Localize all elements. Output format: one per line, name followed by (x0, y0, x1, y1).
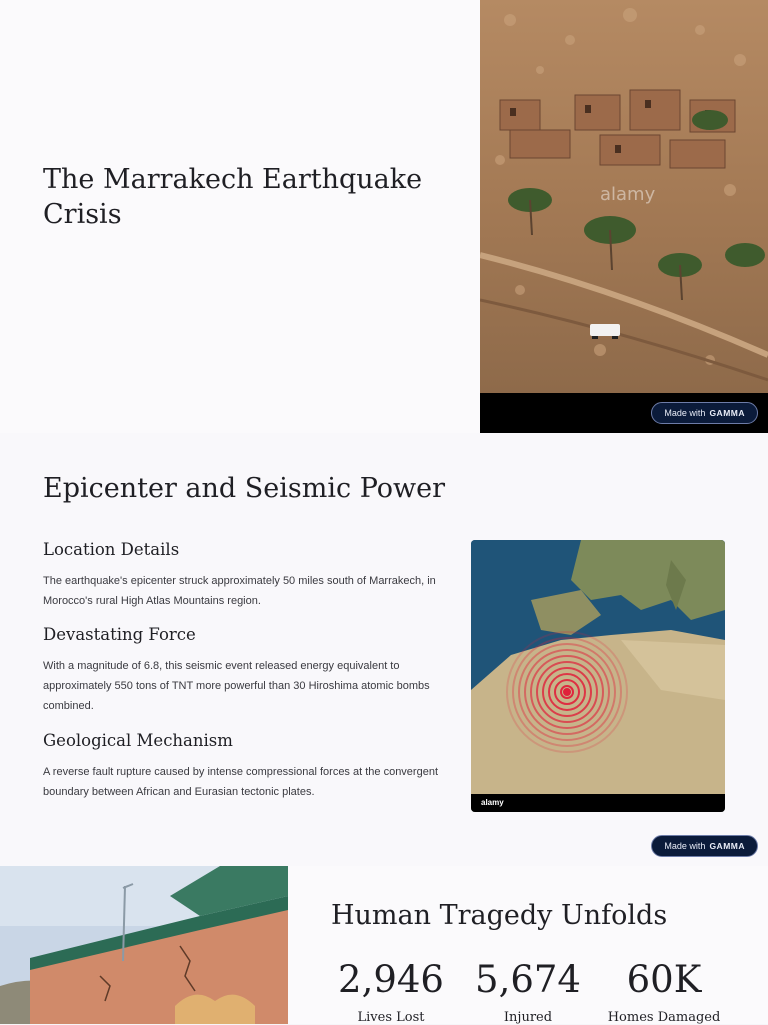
stat-injured (463, 958, 593, 1025)
made-with-gamma-badge[interactable] (651, 402, 758, 424)
location-body: The earthquake's epicenter struck approximately 50 miles south of Marrakech, in Morocco's rural High Atlas Mountains region. (43, 575, 436, 607)
photo-footer-bar (480, 393, 768, 433)
stat-label: Lives Lost (357, 1010, 425, 1025)
map-caption-bar (471, 794, 725, 812)
photo-watermark: alamy (600, 184, 656, 205)
force-body: With a magnitude of 6.8, this seismic event released energy equivalent to approximately 550 tons of TNT more powerful than 30 Hiroshima atomic bombs combined. (43, 660, 430, 712)
epicenter-slide (0, 433, 768, 866)
badge-brand: GAMMA (709, 841, 745, 851)
section-heading: Epicenter and Seismic Power (43, 473, 446, 504)
human-tragedy-slide (0, 866, 768, 1024)
location-title: Location Details (43, 540, 180, 559)
map-watermark: alamy (481, 798, 504, 807)
damaged-building-photo (0, 866, 288, 1024)
presentation-title: The Marrakech Earthquake Crisis (43, 164, 423, 230)
mechanism-section (43, 731, 443, 802)
location-section (43, 540, 443, 611)
badge-prefix: Made with (664, 841, 706, 851)
force-title: Devastating Force (43, 625, 196, 644)
stat-lives-lost (326, 958, 456, 1025)
badge-prefix: Made with (664, 408, 706, 418)
stat-value: 60K (626, 958, 702, 1001)
badge-brand: GAMMA (709, 408, 745, 418)
mechanism-title: Geological Mechanism (43, 731, 233, 750)
stat-value: 2,946 (338, 958, 444, 1001)
force-section (43, 625, 443, 716)
made-with-gamma-badge[interactable] (651, 835, 758, 857)
stat-homes-damaged (599, 958, 729, 1025)
stat-value: 5,674 (475, 958, 581, 1001)
stat-label: Homes Damaged (607, 1010, 721, 1025)
stat-label: Injured (503, 1010, 553, 1025)
mechanism-body: A reverse fault rupture caused by intense compressional forces at the convergent boundary between African and Eurasian tectonic plates. (43, 766, 438, 798)
tragedy-heading: Human Tragedy Unfolds (331, 900, 668, 931)
epicenter-map (471, 540, 725, 812)
title-slide (0, 0, 768, 433)
village-ruins-photo (480, 0, 768, 393)
